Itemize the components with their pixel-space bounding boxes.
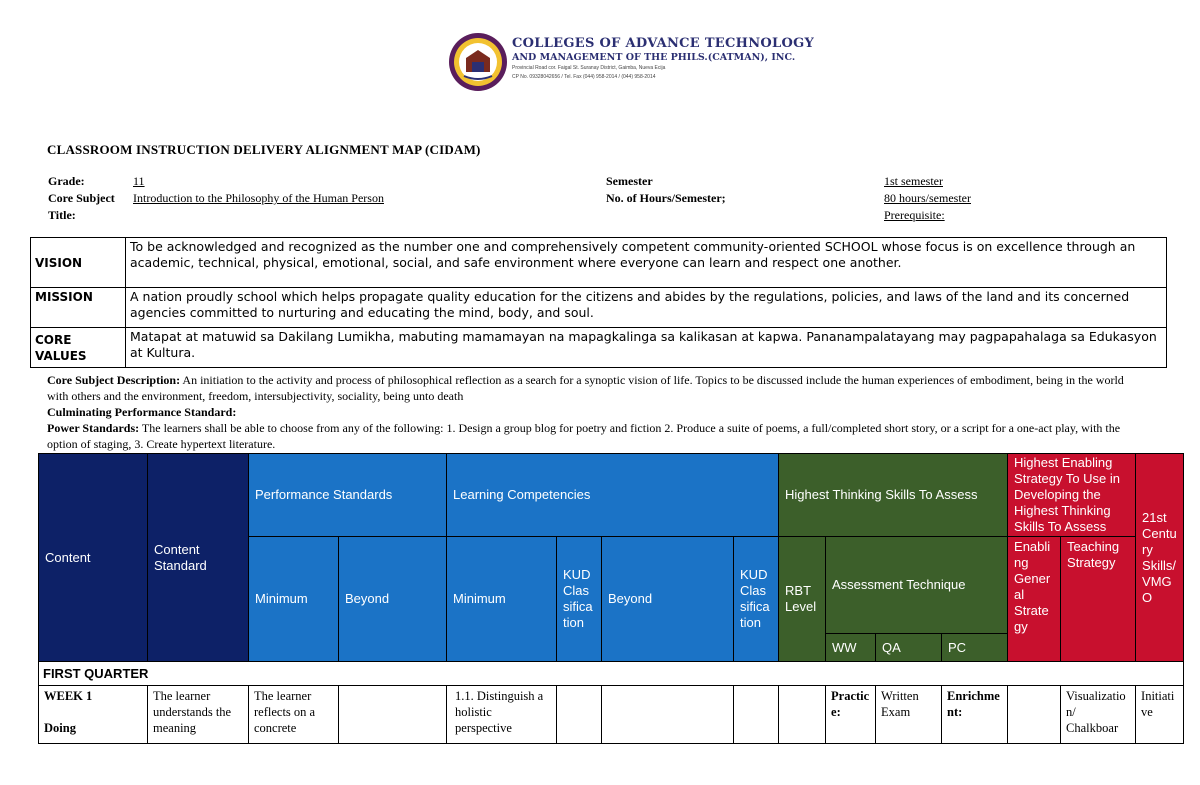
week-label: WEEK 1 [44, 689, 93, 703]
power-standards [47, 420, 1147, 452]
grade-value: 11 [133, 174, 145, 188]
school-name-line1: COLLEGES OF ADVANCE TECHNOLOGY [512, 36, 815, 51]
core-description-text: An initiation to the activity and process of philosophical reflection as a search for a synoptic vision of life. Topics to be discussed include the human experiences of embodiment, being in the world with others and the environment, freedom, intersubjectivity, sociality, being unto death [47, 373, 1124, 403]
week-1-content [39, 686, 148, 744]
week-1-kud-2 [734, 686, 779, 744]
core-subject-description [47, 372, 1147, 404]
school-seal-logo [448, 32, 508, 92]
doing-label: Doing [44, 721, 76, 735]
col-assessment-technique: Assessment Technique [826, 537, 1008, 634]
col-performance-standards: Performance Standards [249, 454, 447, 537]
col-highest-enabling: Highest Enabling Strategy To Use in Developing the Highest Thinking Skills To Assess [1008, 454, 1136, 537]
core-subject-value: Introduction to the Philosophy of the Human Person [133, 191, 384, 205]
col-highest-thinking: Highest Thinking Skills To Assess [779, 454, 1008, 537]
col-enabling-strategy: Enabling General Strategy [1008, 537, 1061, 662]
header-row-1 [39, 454, 1184, 537]
prerequisite-label: Prerequisite: [884, 208, 945, 222]
title-label: Title: [48, 208, 76, 222]
first-quarter-row [39, 662, 1184, 686]
culminating-standard-label: Culminating Performance Standard: [47, 405, 237, 419]
col-perf-beyond: Beyond [339, 537, 447, 662]
mission-label: MISSION [31, 288, 126, 328]
power-standards-text: The learners shall be able to choose from any of the following: 1. Design a group blog for poetry and fiction 2. Produce a suite of poems, a full/completed short story, or a script for a one-act play, with the option of staging, 3. Create hypertext literature. [47, 421, 1121, 451]
week-1-content-standard: The learner understands the meaning [148, 686, 249, 744]
mission-row [31, 288, 1167, 328]
week-1-qa: Written Exam [876, 686, 942, 744]
cidam-table [38, 453, 1184, 744]
info-values-right [884, 173, 971, 224]
hours-label: No. of Hours/Semester; [606, 191, 726, 205]
document-title: CLASSROOM INSTRUCTION DELIVERY ALIGNMENT MAP (CIDAM) [47, 142, 481, 157]
week-1-perf-minimum: The learner reflects on a concrete [249, 686, 339, 744]
vision-text: To be acknowledged and recognized as the number one and comprehensively competent community-oriented SCHOOL whose focus is on excellence through an academic, technical, physical, emotional, social, and safe environment where everyone can learn and respect one another. [126, 238, 1167, 288]
col-perf-minimum: Minimum [249, 537, 339, 662]
school-name-line2: AND MANAGEMENT OF THE PHILS.(CATMAN), INC. [512, 52, 796, 63]
week-1-teaching: Visualization/ Chalkboar [1061, 686, 1136, 744]
week-1-lc-minimum: 1.1. Distinguish a holistic perspective [447, 686, 557, 744]
col-teaching-strategy: Teaching Strategy [1061, 537, 1136, 662]
century-skills-label: 21st Century Skills/ VMGO [1142, 509, 1177, 605]
col-qa: QA [876, 634, 942, 662]
col-rbt-level: RBT Level [779, 537, 826, 662]
core-values-label: CORE VALUES [31, 328, 126, 368]
week-1-pc: Enrichment: [942, 686, 1008, 744]
semester-value: 1st semester [884, 174, 943, 188]
week-1-enabling [1008, 686, 1061, 744]
semester-label: Semester [606, 174, 653, 188]
info-values-left [133, 173, 384, 207]
first-quarter-label: FIRST QUARTER [39, 662, 1184, 686]
col-ww: WW [826, 634, 876, 662]
col-lc-beyond: Beyond [602, 537, 734, 662]
school-contact: CP No. 09328042656 / Tel. Fax (044) 958-2014 / (044) 958-2014 [512, 74, 656, 80]
col-kud-classification-1: KUD Classification [557, 537, 602, 662]
col-content-standard: Content Standard [148, 454, 249, 662]
hours-value: 80 hours/semester [884, 191, 971, 205]
vision-label: VISION [31, 238, 126, 288]
school-header [448, 30, 815, 100]
col-kud-classification-2: KUD Classification [734, 537, 779, 662]
vmv-table [30, 237, 1167, 368]
core-values-text: Matapat at matuwid sa Dakilang Lumikha, mabuting mamamayan na mapagkalinga sa kalikasan at kapwa. Pananampalatayang may pagpapahalaga sa Edukasyon at Kultura. [126, 328, 1167, 368]
week-1-ww: Practice: [826, 686, 876, 744]
col-pc: PC [942, 634, 1008, 662]
info-labels-left [48, 173, 115, 224]
info-labels-right [606, 173, 726, 207]
col-lc-minimum: Minimum [447, 537, 557, 662]
week-1-lc-beyond [602, 686, 734, 744]
col-21st-century-skills [1136, 454, 1184, 662]
col-learning-competencies: Learning Competencies [447, 454, 779, 537]
power-standards-label: Power Standards: [47, 421, 140, 435]
core-values-row [31, 328, 1167, 368]
col-content: Content [39, 454, 148, 662]
week-1-rbt [779, 686, 826, 744]
week-1-row [39, 686, 1184, 744]
week-1-kud-1 [557, 686, 602, 744]
grade-label: Grade: [48, 174, 85, 188]
core-subject-label: Core Subject [48, 191, 115, 205]
vision-row [31, 238, 1167, 288]
week-1-perf-beyond [339, 686, 447, 744]
school-address: Provincial Road cor. Faigal St. Suranay District, Gaimba, Nueva Ecija [512, 65, 666, 71]
mission-text: A nation proudly school which helps propagate quality education for the citizens and abides by the regulations, policies, and laws of the land and its concerned agencies committed to nurturing and educating the mind, body, and soul. [126, 288, 1167, 328]
week-1-century: Initiative [1136, 686, 1184, 744]
core-description-label: Core Subject Description: [47, 373, 181, 387]
